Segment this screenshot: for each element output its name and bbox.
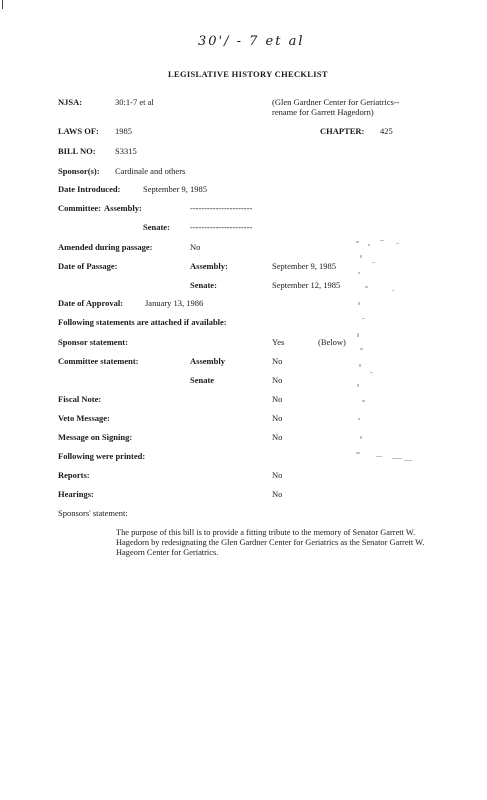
sponsor-statement-note: (Below): [318, 337, 346, 347]
committee-label: Committee:: [58, 203, 101, 213]
committee-statement-senate-label: Senate: [190, 375, 215, 385]
approval-label: Date of Approval:: [58, 298, 124, 308]
attached-heading: Following statements are attached if available:: [58, 317, 227, 327]
committee-senate-label: Senate:: [143, 222, 170, 232]
sponsors-statement-label: Sponsors' statement:: [58, 508, 128, 518]
reports-label: Reports:: [58, 470, 90, 480]
amended-label: Amended during passage:: [58, 242, 153, 252]
committee-statement-assembly-label: Assembly: [190, 356, 225, 366]
statement-paragraph: The purpose of this bill is to provide a fitting tribute to the memory of Senator Garrett W. Hagedorn by redesignating the Glen Gardner Center for Geriatrics as the Senator Garrett W. Hageorn Center for Geriatrics.: [116, 528, 425, 557]
introduced-value: September 9, 1985: [143, 184, 207, 194]
committee-assembly-label: Assembly:: [104, 203, 142, 213]
chapter-label: CHAPTER:: [320, 126, 365, 136]
handwritten-note: 30'/ - 7 et al: [198, 34, 305, 49]
veto-message-value: No: [272, 413, 283, 423]
scan-edge-mark: [2, 0, 3, 9]
bill-label: BILL NO:: [58, 146, 96, 156]
njsa-label: NJSA:: [58, 97, 83, 107]
committee-senate-value: ----------------------: [190, 222, 253, 232]
passage-label: Date of Passage:: [58, 261, 118, 271]
njsa-note-line1: (Glen Gardner Center for Geriatrics--: [272, 97, 400, 107]
sponsors-label: Sponsor(s):: [58, 166, 100, 176]
sponsors-value: Cardinale and others: [115, 166, 186, 176]
passage-senate-label: Senate:: [190, 280, 217, 290]
njsa-note-line2: rename for Garrett Hagedorn): [272, 107, 374, 117]
passage-senate-value: September 12, 1985: [272, 280, 341, 290]
printed-heading: Following were printed:: [58, 451, 146, 461]
bill-value: S3315: [115, 146, 137, 156]
committee-statement-label: Committee statement:: [58, 356, 139, 366]
hearings-label: Hearings:: [58, 489, 94, 499]
committee-statement-assembly-value: No: [272, 356, 283, 366]
amended-value: No: [190, 242, 201, 252]
signing-message-value: No: [272, 432, 283, 442]
passage-assembly-label: Assembly:: [190, 261, 228, 271]
signing-message-label: Message on Signing:: [58, 432, 133, 442]
veto-message-label: Veto Message:: [58, 413, 110, 423]
chapter-value: 425: [380, 126, 393, 136]
reports-value: No: [272, 470, 283, 480]
fiscal-note-label: Fiscal Note:: [58, 394, 102, 404]
committee-statement-senate-value: No: [272, 375, 283, 385]
passage-assembly-value: September 9, 1985: [272, 261, 336, 271]
hearings-value: No: [272, 489, 283, 499]
approval-value: January 13, 1986: [145, 298, 204, 308]
laws-label: LAWS OF:: [58, 126, 99, 136]
introduced-label: Date Introduced:: [58, 184, 121, 194]
laws-value: 1985: [115, 126, 132, 136]
committee-assembly-value: ----------------------: [190, 203, 253, 213]
njsa-value: 30:1-7 et al: [115, 97, 154, 107]
page-title: LEGISLATIVE HISTORY CHECKLIST: [168, 69, 328, 79]
sponsor-statement-value: Yes: [272, 337, 285, 347]
fiscal-note-value: No: [272, 394, 283, 404]
sponsor-statement-label: Sponsor statement:: [58, 337, 128, 347]
